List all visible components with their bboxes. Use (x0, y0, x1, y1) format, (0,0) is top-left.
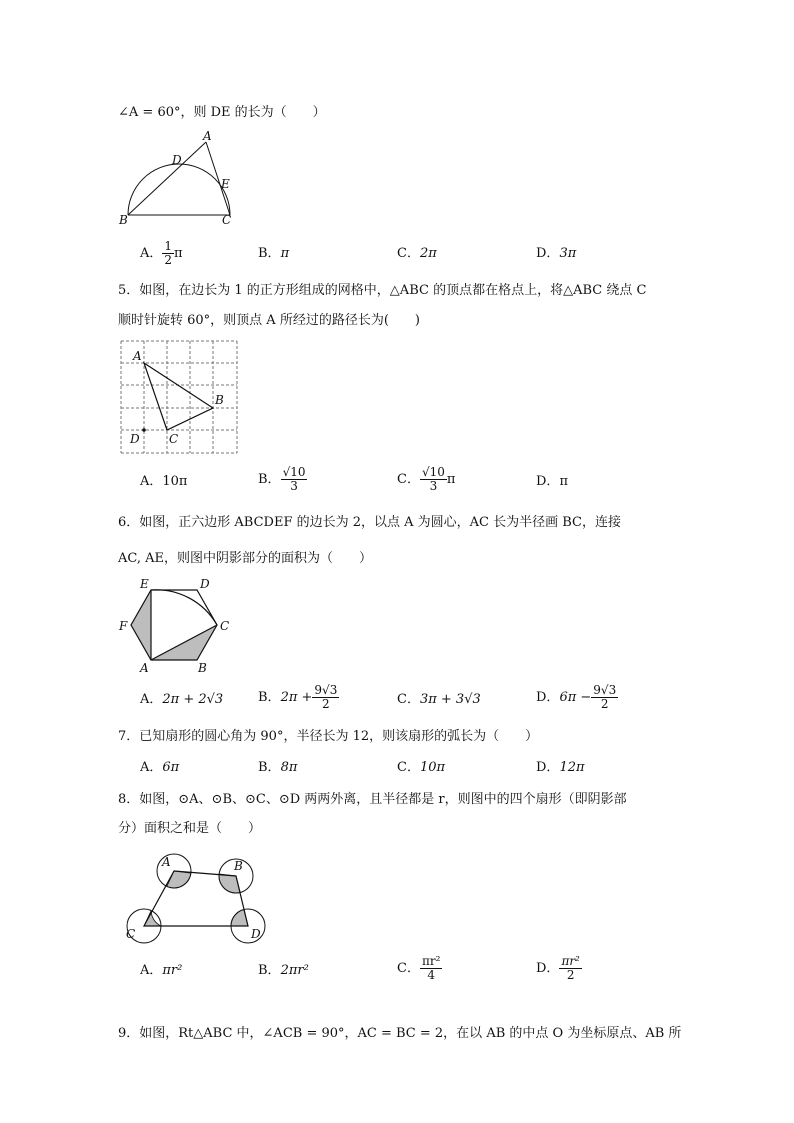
q5-label-c: C (169, 432, 179, 446)
q7-option-d[interactable]: D．12π (536, 760, 585, 775)
q8-label-d: D (251, 927, 261, 941)
q6-label-a: A (140, 661, 149, 675)
q8-label-b: B (234, 859, 243, 873)
q4-option-d[interactable]: D．3π (536, 246, 577, 261)
q8-stem-line2: 分）面积之和是（ ） (118, 821, 262, 836)
q6-stem-line2: AC, AE，则图中阴影部分的面积为（ ） (118, 551, 373, 566)
q4-semicircle (128, 164, 230, 215)
q8-stem-line1: 8．如图，⊙A、⊙B、⊙C、⊙D 两两外离，且半径都是 r，则图中的四个扇形（即阴影部 (118, 792, 627, 807)
q5-stem-line2: 顺时针旋转 60°，则顶点 A 所经过的路径长为( ) (118, 313, 420, 328)
q5-label-a: A (133, 349, 142, 363)
q6-option-d[interactable]: D．6π − $\frac{9√3}{2}$ (536, 683, 617, 711)
q4-figure (118, 128, 248, 228)
q5-option-a[interactable]: A．10π (140, 474, 188, 489)
q4-label-d: D (172, 153, 182, 167)
q4-label-c: C (222, 213, 232, 227)
q5-label-d: D (130, 432, 140, 446)
q8-label-a: A (162, 855, 171, 869)
q6-option-b[interactable]: B．2π + $\frac{9√3}{2}$ (258, 683, 338, 711)
q4-label-e: E (221, 177, 230, 191)
q8-circles-figure (118, 846, 278, 951)
q4-segment-ab (128, 142, 206, 215)
q7-stem-line1: 7．已知扇形的圆心角为 90°，半径长为 12，则该扇形的弧长为（ ） (118, 729, 539, 744)
q6-stem-line1: 6．如图，正六边形 ABCDEF 的边长为 2，以点 A 为圆心，AC 长为半径画 BC，连接 (118, 515, 621, 530)
q8-sector-a (167, 871, 191, 888)
q8-label-c: C (126, 927, 136, 941)
q6-label-e: E (140, 577, 149, 591)
q8-option-c[interactable]: C． $\frac{\text{πr²}}{4}$ (397, 954, 441, 982)
q5-option-c[interactable]: C． $\frac{√10}{3}$ π (397, 465, 456, 493)
q5-point-d (142, 428, 146, 432)
q5-option-b[interactable]: B． $\frac{√10}{3}$ (258, 465, 306, 493)
q7-option-c[interactable]: C．10π (397, 760, 446, 775)
q8-sector-b (219, 874, 240, 893)
q6-hexagon-figure (118, 576, 238, 676)
q8-option-b[interactable]: B．2πr² (258, 963, 309, 978)
q7-option-b[interactable]: B．8π (258, 760, 298, 775)
q6-label-d: D (200, 577, 210, 591)
q4-stem-tail: ∠A = 60°，则 DE 的长为（ ） (118, 105, 326, 120)
q4-label-b: B (119, 213, 128, 227)
q5-option-d[interactable]: D．π (536, 474, 568, 489)
q4-option-b[interactable]: B．π (258, 246, 290, 261)
q8-sector-c (144, 911, 161, 926)
q5-stem-line1: 5．如图，在边长为 1 的正方形组成的网格中，△ABC 的顶点都在格点上，将△ABC 绕点 C (118, 283, 647, 298)
q5-triangle-abc (144, 363, 213, 430)
q8-option-a[interactable]: A．πr² (140, 963, 183, 978)
q4-label-a: A (203, 129, 212, 143)
q4-option-a[interactable]: A． $\frac{1}{2}$ π (140, 239, 183, 267)
q6-label-c: C (220, 619, 230, 633)
q5-label-b: B (215, 393, 224, 407)
q5-grid-figure (120, 340, 238, 455)
q6-label-b: B (198, 661, 207, 675)
q6-option-a[interactable]: A．2π + 2√3 (140, 692, 224, 707)
q4-option-c[interactable]: C．2π (397, 246, 437, 261)
q8-option-d[interactable]: D． $\frac{\text{πr²}}{2}$ (536, 954, 580, 982)
q7-option-a[interactable]: A．6π (140, 760, 180, 775)
q9-stem-line1: 9．如图，Rt△ABC 中，∠ACB = 90°，AC = BC = 2，在以 AB 的中点 O 为坐标原点、AB 所 (118, 1026, 682, 1041)
q6-label-f: F (119, 619, 128, 633)
q6-option-c[interactable]: C．3π + 3√3 (397, 692, 481, 707)
